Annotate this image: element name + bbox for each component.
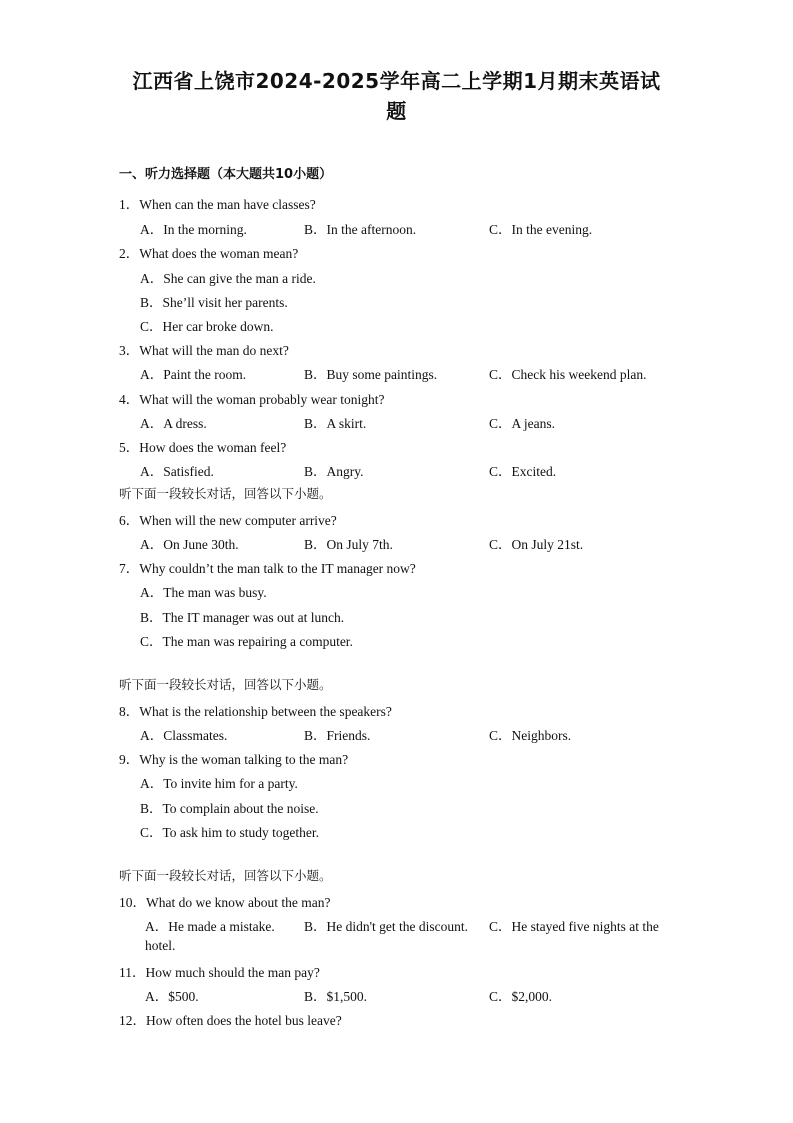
q2-option-b: B．She’ll visit her parents. xyxy=(140,295,288,310)
question-11: 11．How much should the man pay? xyxy=(119,965,320,980)
q1-option-a: A．In the morning. xyxy=(140,222,247,237)
q10-option-c-continued: hotel. xyxy=(145,938,176,953)
q4-option-c: C．A jeans. xyxy=(489,416,555,431)
q11-option-b: B．$1,500. xyxy=(304,989,368,1004)
question-3: 3．What will the man do next? xyxy=(119,343,289,358)
q4-option-b: B．A skirt. xyxy=(304,416,367,431)
question-2: 2．What does the woman mean? xyxy=(119,246,299,261)
question-9: 9．Why is the woman talking to the man? xyxy=(119,752,349,767)
q9-option-c: C．To ask him to study together. xyxy=(140,825,320,840)
q6-option-b: B．On July 7th. xyxy=(304,537,393,552)
q2-option-c: C．Her car broke down. xyxy=(140,319,274,334)
question-6: 6．When will the new computer arrive? xyxy=(119,513,337,528)
q5-option-b: B．Angry. xyxy=(304,464,364,479)
question-7: 7．Why couldn’t the man talk to the IT manager now? xyxy=(119,561,416,576)
q1-option-c: C．In the evening. xyxy=(489,222,593,237)
page-title-continued: 题 xyxy=(386,99,407,123)
q7-option-a: A．The man was busy. xyxy=(140,585,267,600)
q3-option-a: A．Paint the room. xyxy=(140,367,247,382)
q7-option-b: B．The IT manager was out at lunch. xyxy=(140,610,345,625)
section-heading: 一、听力选择题（本大题共10小题） xyxy=(119,167,333,182)
q10-option-b: B．He didn't get the discount. xyxy=(304,919,469,934)
q9-option-b: B．To complain about the noise. xyxy=(140,801,319,816)
q1-option-b: B．In the afternoon. xyxy=(304,222,417,237)
question-10: 10．What do we know about the man? xyxy=(119,895,331,910)
q8-option-b: B．Friends. xyxy=(304,728,371,743)
q8-option-a: A．Classmates. xyxy=(140,728,228,743)
q6-option-c: C．On July 21st. xyxy=(489,537,584,552)
listening-instruction: 听下面一段较长对话，回答以下小题。 xyxy=(119,868,332,883)
q8-option-c: C．Neighbors. xyxy=(489,728,572,743)
q5-option-a: A．Satisfied. xyxy=(140,464,214,479)
question-8: 8．What is the relationship between the speakers? xyxy=(119,704,392,719)
q10-option-c: C．He stayed five nights at the xyxy=(489,919,659,934)
question-5: 5．How does the woman feel? xyxy=(119,440,287,455)
q3-option-c: C．Check his weekend plan. xyxy=(489,367,647,382)
question-4: 4．What will the woman probably wear tonight? xyxy=(119,392,385,407)
q5-option-c: C．Excited. xyxy=(489,464,557,479)
listening-instruction: 听下面一段较长对话，回答以下小题。 xyxy=(119,486,332,501)
q4-option-a: A．A dress. xyxy=(140,416,207,431)
q7-option-c: C．The man was repairing a computer. xyxy=(140,634,353,649)
q6-option-a: A．On June 30th. xyxy=(140,537,239,552)
q10-option-a: A．He made a mistake. xyxy=(145,919,275,934)
q3-option-b: B．Buy some paintings. xyxy=(304,367,438,382)
q2-option-a: A．She can give the man a ride. xyxy=(140,271,316,286)
page-title: 江西省上饶市2024-2025学年高二上学期1月期末英语试 xyxy=(132,69,661,93)
question-12: 12．How often does the hotel bus leave? xyxy=(119,1013,342,1028)
q9-option-a: A．To invite him for a party. xyxy=(140,776,298,791)
q11-option-c: C．$2,000. xyxy=(489,989,553,1004)
listening-instruction: 听下面一段较长对话，回答以下小题。 xyxy=(119,677,332,692)
question-1: 1．When can the man have classes? xyxy=(119,197,316,212)
q11-option-a: A．$500. xyxy=(145,989,199,1004)
